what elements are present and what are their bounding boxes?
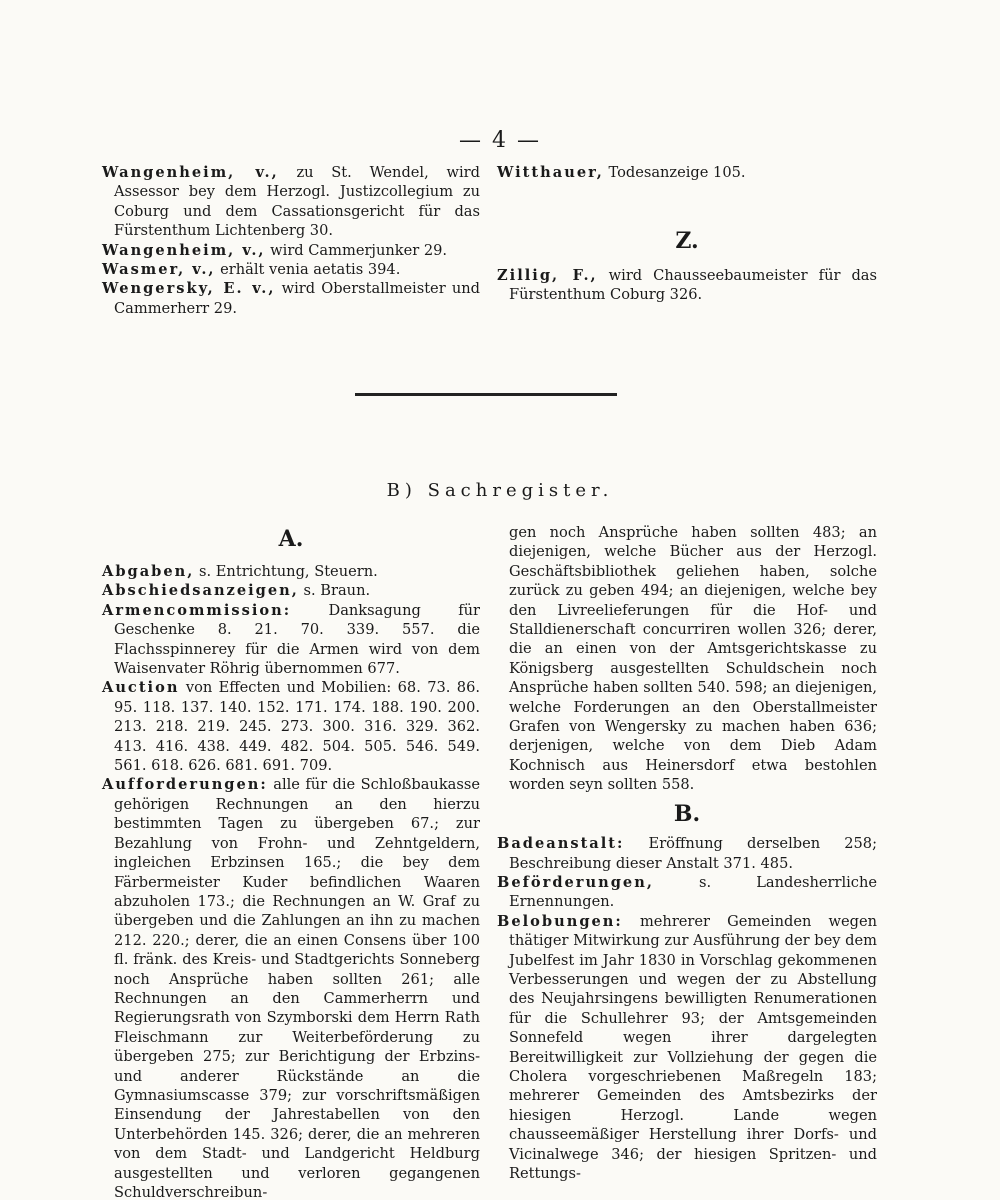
register-entry [497,834,877,873]
entry-lemma: Abschiedsanzeigen, [102,582,299,600]
register-entry [102,562,480,581]
register-entry [102,163,480,241]
entry-text: wird Oberstallmeister und Cammerherr 29. [114,280,480,317]
entry-lemma: Witthauer, [497,164,604,181]
entry-text: mehrerer Gemeinden wegen thätiger Mitwirkung zur Ausführung der bey dem Jubelfest im Jahr 1830 in Vorschlag gekommenen Verbesserungen und wegen der zu Abstellung des Neujahrsingens bewilligten Renumerationen für die Schullehrer 93; der Amtsgemeinden Sonnefeld wegen ihrer dargelegten Bereitwilligkeit zur Vollziehung der gegen die Cholera vorgeschriebenen Maßregeln 183; mehrerer Gemeinden des Amtsbezirks der hiesigen Herzogl. Lande wegen chausseemäßiger Herstellung ihrer Dorfs- und Vicinalwege 346; der hiesigen Spritzen- und Rettungs- [509,912,877,1182]
entry-text: von Effecten und Mobilien: 68. 73. 86. 95. 118. 137. 140. 152. 171. 174. 188. 190. 200. 213. 218. 219. 245. 273. 300. 316. 329. 362. 413. 416. 438. 449. 482. 504. 505. 546. 549. 561. 618. 626. 681. 691. 709. [114,679,480,775]
subject-register-left-column [102,562,480,1202]
entry-lemma: Aufforderungen: [102,776,268,794]
entry-text: Eröffnung derselben 258; Beschreibung dieser Anstalt 371. 485. [509,835,877,872]
register-entry [102,241,480,260]
person-register-z-entries [497,266,877,305]
continued-entry-text: gen noch Ansprüche haben sollten 483; an diejenigen, welche Bücher aus der Herzogl. Geschäftsbibliothek geliehen haben, solche zurück zu geben 494; an diejenigen, welche bey den Livreelieferungen für die Hof- und Stalldienerschaft concurriren wollen 326; derer, die an einen von der Amtsgerichtskasse zu Königsberg ausgestellten Schuldschein noch Ansprüche haben sollten 540. 598; an diejenigen, welche Forderungen an den Oberstallmeister Grafen von Wengersky zu machen haben 636; derjenigen, welche von dem Dieb Adam Kochnisch aus Heinersdorf etwa bestohlen worden seyn sollten 558. [509,524,877,794]
entry-lemma: Wasmer, v., [102,261,216,279]
register-entry [102,581,480,600]
letter-heading-z: Z. [675,228,699,254]
person-register-right-column [497,163,877,182]
entry-text: Danksagung für Geschenke 8. 21. 70. 339. 557. die Flachsspinnerey für die Armen wird von dem Waisenvater Röhrig übernommen 677. [114,601,480,678]
register-entry [497,163,877,182]
register-entry [102,678,480,775]
entry-text: zu St. Wendel, wird Assessor bey dem Herzogl. Justizcollegium zu Coburg und dem Cassationsgericht für das Fürstenthum Lichtenberg 30. [114,164,480,240]
entry-text: erhält venia aetatis 394. [215,261,401,279]
entry-text: alle für die Schloßbaukasse gehörigen Rechnungen an den hierzu bestimmten Tagen zu übergeben 67.; zur Bezahlung von Frohn- und Zehntgeldern, ingleichen Erbzinsen 165.; die bey dem Färbermeister Kuder befindlichen Waaren abzuholen 173.; die Rechnungen an W. Graf zu übergeben und die Zahlungen an ihn zu machen 212. 220.; derer, die an einen Consens über 100 fl. fränk. des Kreis- und Stadtgerichts Sonneberg noch Ansprüche haben sollten 261; alle Rechnungen an den Cammerherrn und Regierungsrath von Szymborski dem Herrn Rath Fleischmann zur Weiterbeförderung zu übergeben 275; zur Berichtigung der Erbzins- und anderer Rückstände an die Gymnasiumscasse 379; zur vorschriftsmäßigen Einsendung der Jahrestabellen von den Unterbehörden 145. 326; derer, die an mehreren von dem Stadt- und Landgericht Heldburg ausgestellten und verloren gegangenen Schuldverschreibun- [114,776,480,1201]
entry-text: s. Braun. [298,582,371,600]
entry-lemma: Badeanstalt: [497,835,625,853]
entry-lemma: Abgaben, [102,563,195,580]
entry-lemma: Zillig, F., [497,267,598,284]
register-entry [497,266,877,305]
section-title: B) Sachregister. [386,480,614,501]
person-register-left-column [102,163,480,318]
entry-text: wird Chausseebaumeister für das Fürstenthum Coburg 326. [509,267,877,304]
page-number: — 4 — [459,128,541,153]
register-entry [102,260,480,279]
entry-text: s. Landesherrliche Ernennungen. [509,873,877,911]
register-entry [102,775,480,1202]
section-divider [355,393,617,396]
entry-lemma: Wangenheim, v., [102,241,266,259]
entry-lemma: Beförderungen, [497,873,654,891]
subject-register-right-column [497,523,877,1183]
entry-lemma: Wangenheim, v., [102,164,279,181]
entry-lemma: Armencommission: [102,601,292,619]
letter-heading-a: A. [278,526,304,552]
register-entry [102,279,480,318]
entry-lemma: Wengersky, E. v., [102,280,276,298]
entry-text: Todesanzeige 105. [603,164,746,181]
register-entry [497,912,877,1184]
entry-text: s. Entrichtung, Steuern. [194,563,378,580]
letter-heading-b: B. [673,800,701,827]
entry-lemma: Auction [102,679,180,697]
entry-lemma: Belobungen: [497,912,623,930]
register-entry [102,601,480,679]
register-entry [497,873,877,912]
entry-text: wird Cammerjunker 29. [265,241,448,259]
